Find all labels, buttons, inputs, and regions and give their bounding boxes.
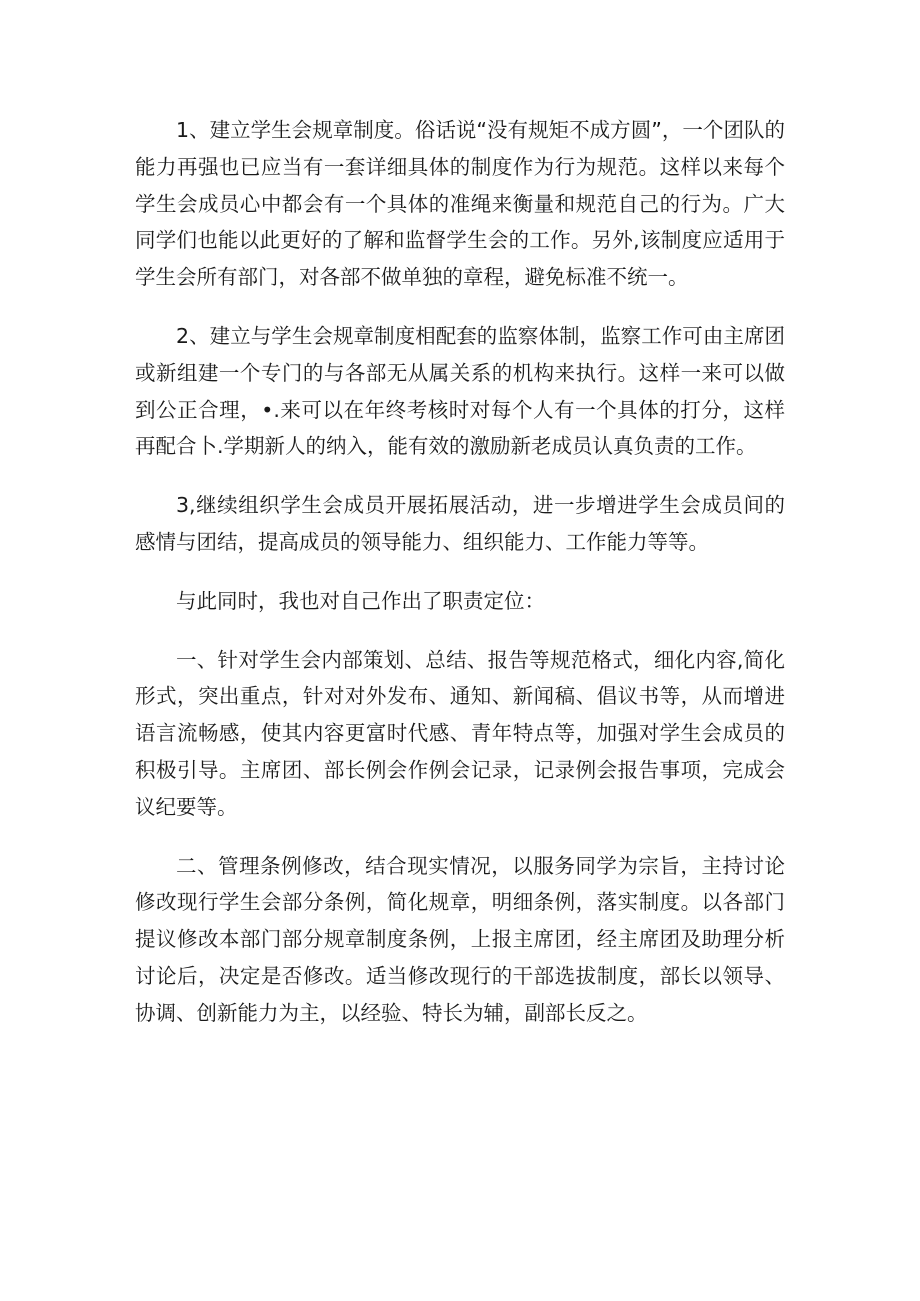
paragraph-duty-two: 二、管理条例修改，结合现实情况，以服务同学为宗旨，主持讨论修改现行学生会部分条例，简化规章，明细条例，落实制度。以各部门提议修改本部门部分规章制度条例，上报主席团，经主席团及助理分析讨论后，决定是否修改。适当修改现行的干部选拔制度，部长以领导、协调、创新能力为主，以经验、特长为辅，副部长反之。 xyxy=(135,853,785,1025)
paragraph-rules: 1、建立学生会规章制度。俗话说“没有规矩不成方圆”，一个团队的能力再强也已应当有一套详细具体的制度作为行为规范。这样以来每个学生会成员心中都会有一个具体的准绳来衡量和规范自己的行为。广大同学们也能以此更好的了解和监督学生会的工作。另外,该制度应适用于学生会所有部门，对各部不做单独的章程，避免标准不统一。 xyxy=(135,118,785,290)
document-body xyxy=(135,112,785,1054)
paragraph-supervision: 2、建立与学生会规章制度相配套的监察体制，监察工作可由主席团或新组建一个专门的与各部无从属关系的机构来执行。这样一来可以做到公正合理，•.来可以在年终考核时对每个人有一个具体的打分，这样再配合卜.学期新人的纳入，能有效的激励新老成员认真负责的工作。 xyxy=(135,323,785,459)
paragraph-self-positioning: 与此同时，我也对自己作出了职责定位： xyxy=(176,588,545,613)
paragraph-activities: 3,继续组织学生会成员开展拓展活动，进一步增进学生会成员间的感情与团结，提高成员的领导能力、组织能力、工作能力等等。 xyxy=(135,493,785,554)
paragraph-duty-one: 一、针对学生会内部策划、总结、报告等规范格式，细化内容,简化形式，突出重点，针对对外发布、通知、新闻稿、倡议书等，从而增进语言流畅感，使其内容更富时代感、青年特点等，加强对学生会成员的积极引导。主席团、部长例会作例会记录，记录例会报告事项，完成会议纪要等。 xyxy=(135,647,785,819)
